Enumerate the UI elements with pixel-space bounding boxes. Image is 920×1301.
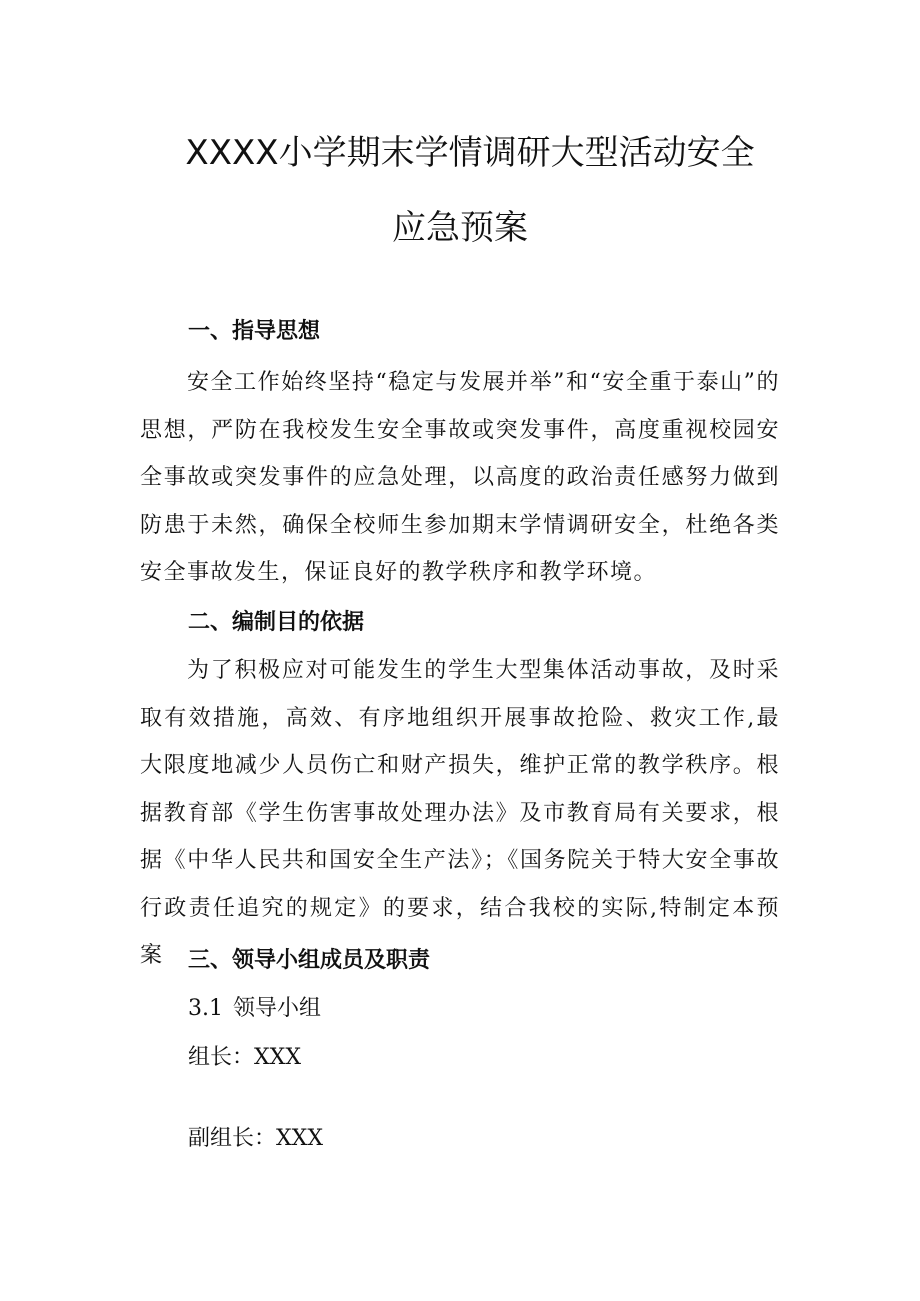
section-2-body: 为了积极应对可能发生的学生大型集体活动事故，及时采取有效措施，高效、有序地组织开展事故抢险、救灾工作,最大限度地减少人员伤亡和财产损失，维护正常的教学秩序。根据教育部《学生伤害事故处理办法》及市教育局有关要求，根据《中华人民共和国安全生产法》；《国务院关于特大安全事故行政责任追究的规定》的要求，结合我校的实际,特制定本预案 xyxy=(140,658,780,968)
subsection-number: 3.1 xyxy=(188,996,223,1021)
group-leader: 组长：XXX xyxy=(188,1045,301,1070)
section-1-heading: 一、指导思想 xyxy=(188,319,321,344)
section-2-heading: 二、编制目的依据 xyxy=(188,610,365,635)
document-title-line-1: XXXX小学期末学情调研大型活动安全 xyxy=(185,133,755,173)
document-title-line-2: 应急预案 xyxy=(392,208,528,248)
section-3-heading: 三、领导小组成员及职责 xyxy=(188,948,431,973)
subsection-3-1-heading xyxy=(188,994,321,1024)
deputy-group-leader: 副组长：XXX xyxy=(188,1126,323,1151)
section-1-body: 安全工作始终坚持“稳定与发展并举”和“安全重于泰山”的思想，严防在我校发生安全事故或突发事件，高度重视校园安全事故或突发事件的应急处理，以高度的政治责任感努力做到防患于未然，确保全校师生参加期末学情调研安全，杜绝各类安全事故发生，保证良好的教学秩序和教学环境。 xyxy=(140,370,780,585)
subsection-label: 领导小组 xyxy=(233,996,322,1021)
